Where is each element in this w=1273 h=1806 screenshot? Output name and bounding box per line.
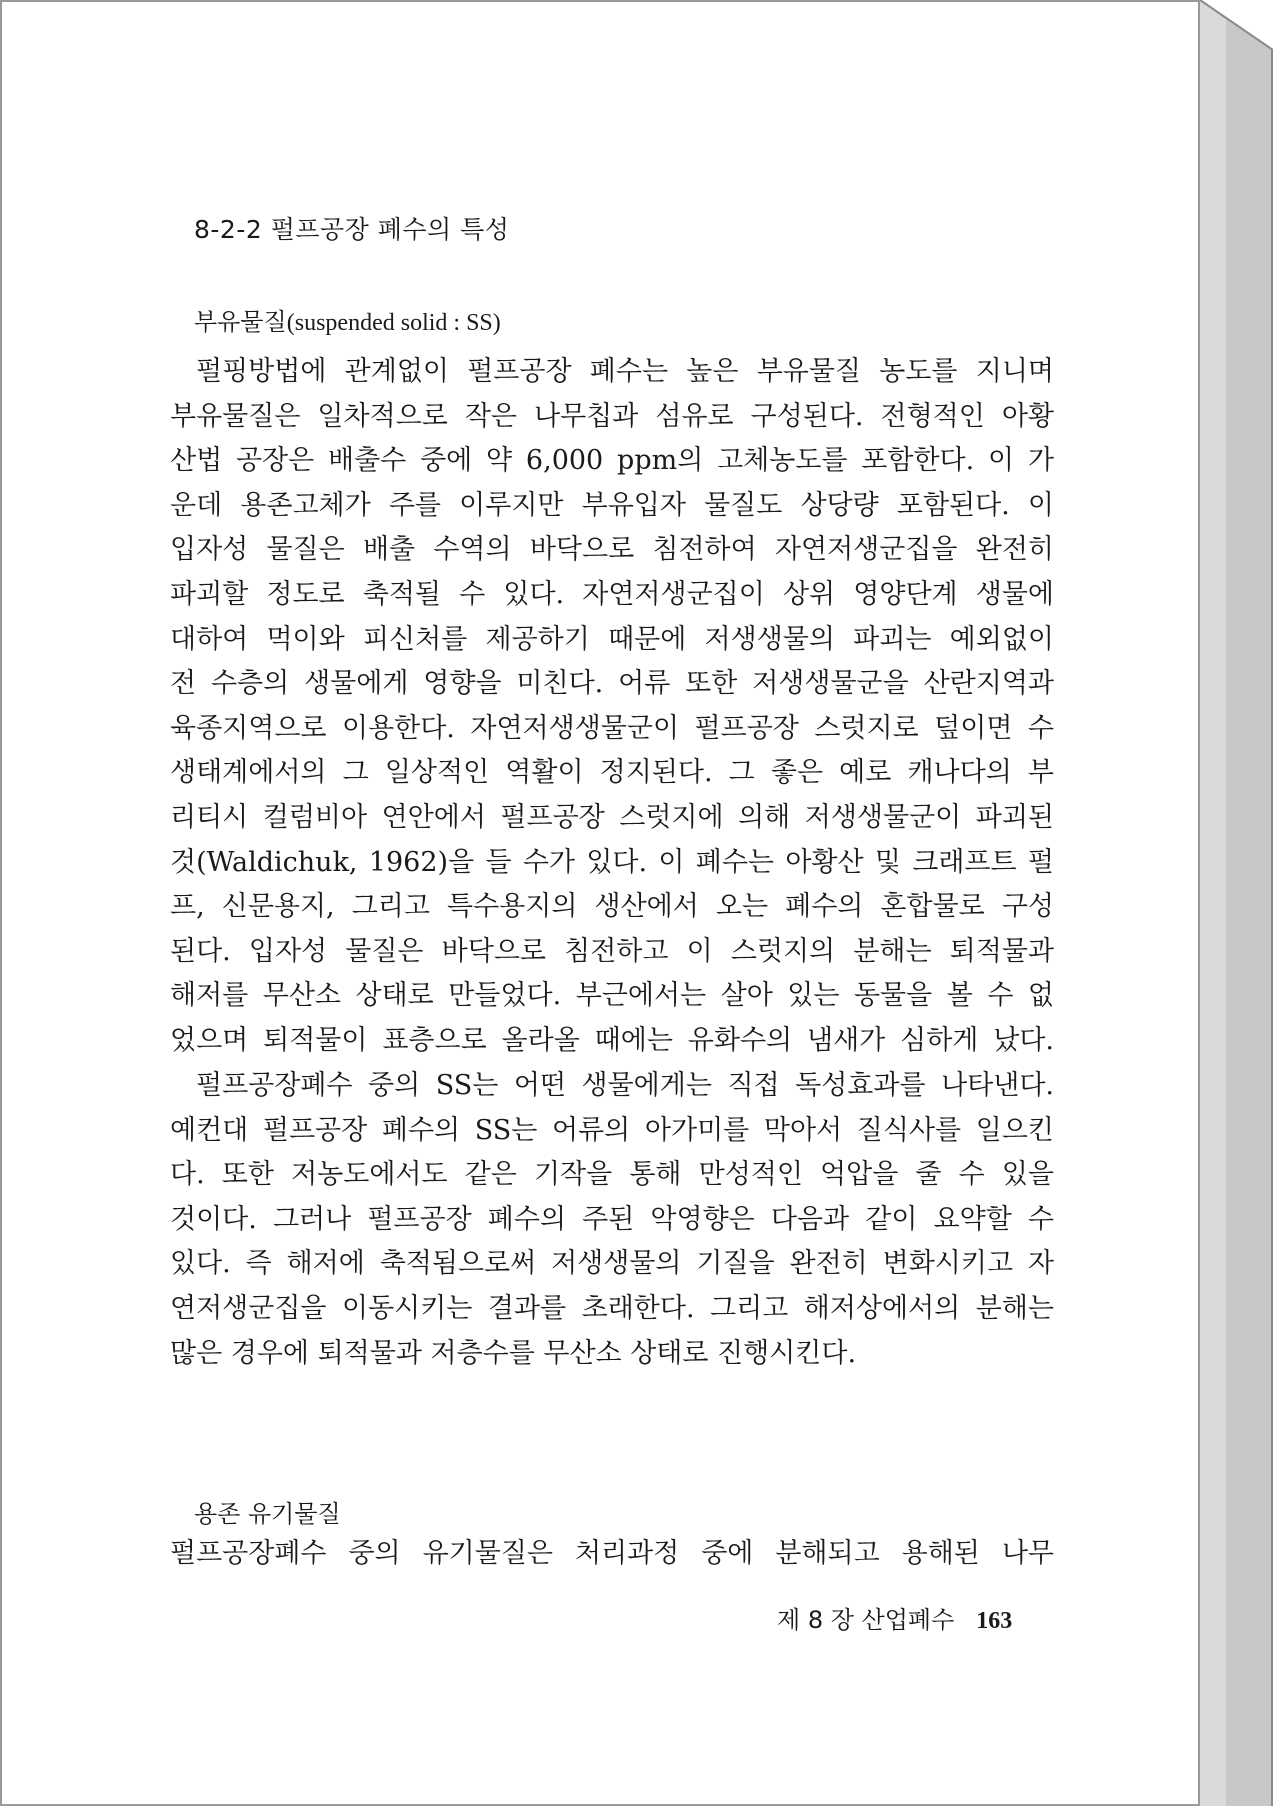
paragraph-2: [170, 1064, 1054, 1376]
text-line: 것(Waldichuk, 1962)을 들 수가 있다. 이 폐수는 아황산 및 크래프트 펄: [170, 846, 1054, 878]
subsection-heading-suspended-solids: [194, 302, 501, 337]
text-line: 된다. 입자성 물질은 바닥으로 침전하고 이 스럿지의 분해는 퇴적물과: [170, 935, 1054, 967]
subsection-heading-dissolved-organics: 용존 유기물질: [194, 1500, 341, 1528]
text-line: 대하여 먹이와 피신처를 제공하기 때문에 저생생물의 파괴는 예외없이: [170, 623, 1054, 655]
text-line: 것이다. 그러나 펄프공장 폐수의 주된 악영향은 다음과 같이 요약할 수: [170, 1203, 1054, 1235]
text-line: 많은 경우에 퇴적물과 저층수를 무산소 상태로 진행시킨다.: [170, 1337, 857, 1369]
paragraph-1: [170, 350, 1054, 1064]
text-line: 펄프공장폐수 중의 SS는 어떤 생물에게는 직접 독성효과를 나타낸다.: [196, 1070, 1054, 1101]
text-line: 다. 또한 저농도에서도 같은 기작을 통해 만성적인 억압을 줄 수 있을: [170, 1159, 1054, 1191]
text-line: 부유물질은 일차적으로 작은 나무칩과 섬유로 구성된다. 전형적인 아황: [170, 400, 1054, 432]
section-heading: 8-2-2 펄프공장 폐수의 특성: [194, 215, 510, 244]
text-line: 예컨대 펄프공장 폐수의 SS는 어류의 아가미를 막아서 질식사를 일으킨: [170, 1114, 1054, 1146]
text-line: 입자성 물질은 배출 수역의 바닥으로 침전하여 자연저생군집을 완전히: [170, 534, 1054, 566]
text-line: 파괴할 정도로 축적될 수 있다. 자연저생군집이 상위 영양단계 생물에: [170, 578, 1054, 610]
page-number: 163: [976, 1608, 1013, 1634]
text-line: 산법 공장은 배출수 중에 약 6,000 ppm의 고체농도를 포함한다. 이 가: [170, 445, 1054, 477]
text-line: 었으며 퇴적물이 표층으로 올라올 때에는 유화수의 냄새가 심하게 났다.: [170, 1024, 1054, 1056]
subsection-title-en: (suspended solid : SS): [286, 310, 501, 336]
page-footer: [777, 1600, 1012, 1635]
text-line: 펄핑방법에 관계없이 펄프공장 폐수는 높은 부유물질 농도를 지니며: [196, 356, 1054, 387]
text-line: 전 수층의 생물에게 영향을 미친다. 어류 또한 저생생물군을 산란지역과: [170, 668, 1054, 700]
text-line: 펄프공장폐수 중의 유기물질은 처리과정 중에 분해되고 용해된 나무: [170, 1538, 1054, 1569]
text-line: 생태계에서의 그 일상적인 역활이 정지된다. 그 좋은 예로 캐나다의 부: [170, 757, 1054, 789]
text-line: 연저생군집을 이동시키는 결과를 초래한다. 그리고 해저상에서의 분해는: [170, 1292, 1054, 1324]
text-line: 해저를 무산소 상태로 만들었다. 부근에서는 살아 있는 동물을 볼 수 없: [170, 980, 1054, 1012]
paragraph-3: [170, 1532, 1054, 1577]
page-edge-shadow: [1200, 0, 1273, 1806]
subsection-title-ko: 부유물질: [194, 308, 287, 336]
chapter-label: 제 8 장 산업폐수: [777, 1606, 955, 1634]
text-line: 리티시 컬럼비아 연안에서 펄프공장 스럿지에 의해 저생생물군이 파괴된: [170, 801, 1054, 833]
text-line: 운데 용존고체가 주를 이루지만 부유입자 물질도 상당량 포함된다. 이: [170, 489, 1054, 521]
text-line: 육종지역으로 이용한다. 자연저생생물군이 펄프공장 스럿지로 덮이면 수: [170, 712, 1054, 744]
text-line: 있다. 즉 해저에 축적됨으로써 저생생물의 기질을 완전히 변화시키고 자: [170, 1248, 1054, 1280]
text-line: 프, 신문용지, 그리고 특수용지의 생산에서 오는 폐수의 혼합물로 구성: [170, 891, 1054, 923]
